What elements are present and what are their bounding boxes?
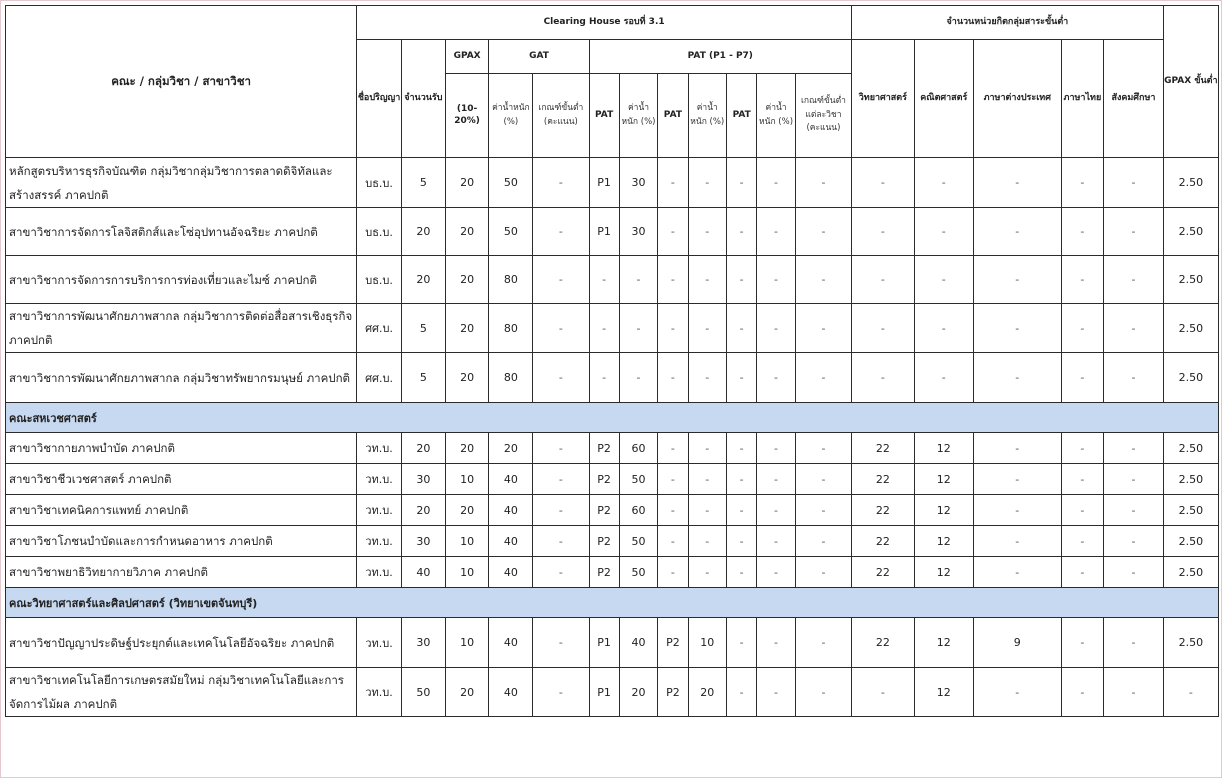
table-cell: 20 <box>445 668 489 717</box>
table-row <box>6 557 1219 588</box>
table-cell: 60 <box>619 433 658 464</box>
table-cell: - <box>914 304 973 353</box>
table-cell: - <box>1104 526 1163 557</box>
table-cell: - <box>658 256 688 304</box>
table-cell: - <box>658 158 688 208</box>
table-cell: 22 <box>852 557 915 588</box>
table-cell: 30 <box>619 158 658 208</box>
table-cell: - <box>795 256 851 304</box>
table-cell: - <box>973 256 1061 304</box>
table-cell: - <box>727 495 757 526</box>
table-cell: - <box>533 526 589 557</box>
table-cell: - <box>795 495 851 526</box>
table-cell: วท.บ. <box>357 495 402 526</box>
table-cell: 20 <box>401 208 445 256</box>
table-cell: - <box>727 433 757 464</box>
table-cell: - <box>1061 668 1104 717</box>
gpax-min-header: GPAX ขั้นต่ำ <box>1163 6 1218 158</box>
table-cell: - <box>688 256 727 304</box>
gat-min-score-header: เกณฑ์ขั้นต่ำ (คะแนน) <box>533 74 589 158</box>
table-cell: - <box>727 158 757 208</box>
table-cell: - <box>795 158 851 208</box>
table-cell: 10 <box>445 618 489 668</box>
table-cell: 2.50 <box>1163 304 1218 353</box>
table-cell: 2.50 <box>1163 353 1218 403</box>
table-cell: - <box>973 495 1061 526</box>
table-cell: - <box>852 208 915 256</box>
table-cell: 5 <box>401 353 445 403</box>
table-cell: 20 <box>445 433 489 464</box>
table-cell: - <box>688 304 727 353</box>
table-cell: วท.บ. <box>357 668 402 717</box>
table-cell: วท.บ. <box>357 618 402 668</box>
faculty-section-name: คณะวิทยาศาสตร์และศิลปศาสตร์ (วิทยาเขตจันทบุรี) <box>6 588 1219 618</box>
pat-2-header: PAT <box>658 74 688 158</box>
table-cell: 40 <box>401 557 445 588</box>
table-cell: วท.บ. <box>357 526 402 557</box>
table-cell: 20 <box>489 433 533 464</box>
table-cell: - <box>852 353 915 403</box>
pat-3-weight-header: ค่าน้ำหนัก (%) <box>757 74 796 158</box>
science-header: วิทยาศาสตร์ <box>852 40 915 158</box>
table-cell: - <box>688 495 727 526</box>
table-cell: 10 <box>445 557 489 588</box>
table-cell: - <box>914 158 973 208</box>
table-cell: - <box>658 353 688 403</box>
table-cell: - <box>589 304 619 353</box>
table-body <box>6 158 1219 717</box>
table-cell: - <box>795 353 851 403</box>
table-cell: 5 <box>401 304 445 353</box>
table-row <box>6 495 1219 526</box>
table-cell: - <box>533 557 589 588</box>
table-row <box>6 158 1219 208</box>
table-cell: - <box>757 304 796 353</box>
table-cell: P2 <box>658 618 688 668</box>
table-cell: 2.50 <box>1163 208 1218 256</box>
table-cell: วท.บ. <box>357 557 402 588</box>
table-cell: - <box>533 433 589 464</box>
table-cell: 20 <box>619 668 658 717</box>
table-cell: - <box>757 353 796 403</box>
table-cell: - <box>658 208 688 256</box>
table-cell: - <box>757 464 796 495</box>
table-cell: - <box>688 353 727 403</box>
table-cell: P2 <box>658 668 688 717</box>
table-cell: - <box>1061 208 1104 256</box>
program-name: สาขาวิชาโภชนบำบัดและการกำหนดอาหาร ภาคปกติ <box>6 526 357 557</box>
table-row <box>6 208 1219 256</box>
table-cell: - <box>727 618 757 668</box>
table-cell: 22 <box>852 495 915 526</box>
foreign-lang-header: ภาษาต่างประเทศ <box>973 40 1061 158</box>
table-cell: - <box>533 495 589 526</box>
table-cell: - <box>658 433 688 464</box>
table-cell: - <box>658 464 688 495</box>
table-cell: - <box>852 668 915 717</box>
table-cell: 30 <box>401 618 445 668</box>
table-cell: P1 <box>589 618 619 668</box>
table-cell: 10 <box>445 464 489 495</box>
table-cell: - <box>1104 433 1163 464</box>
table-cell: - <box>1061 158 1104 208</box>
table-cell: - <box>757 433 796 464</box>
table-cell: - <box>1104 256 1163 304</box>
table-cell: P2 <box>589 433 619 464</box>
table-cell: - <box>533 618 589 668</box>
admission-table <box>5 5 1219 717</box>
table-cell: - <box>795 557 851 588</box>
table-cell: - <box>1163 668 1218 717</box>
table-cell: - <box>1061 304 1104 353</box>
program-name: สาขาวิชาเทคนิคการแพทย์ ภาคปกติ <box>6 495 357 526</box>
table-cell: 12 <box>914 526 973 557</box>
table-cell: 40 <box>489 557 533 588</box>
table-cell: 2.50 <box>1163 256 1218 304</box>
table-cell: - <box>795 668 851 717</box>
pat-2-weight-header: ค่าน้ำหนัก (%) <box>688 74 727 158</box>
table-cell: 20 <box>401 433 445 464</box>
table-cell: 12 <box>914 433 973 464</box>
faculty-section-row <box>6 403 1219 433</box>
table-cell: - <box>1061 256 1104 304</box>
program-name: สาขาวิชาการจัดการโลจิสติกส์และโซ่อุปทานอัจฉริยะ ภาคปกติ <box>6 208 357 256</box>
table-cell: - <box>973 464 1061 495</box>
table-cell: 20 <box>445 256 489 304</box>
table-cell: 80 <box>489 353 533 403</box>
table-cell: - <box>533 256 589 304</box>
table-cell: 30 <box>401 464 445 495</box>
table-cell: - <box>795 433 851 464</box>
faculty-section-row <box>6 588 1219 618</box>
social-header: สังคมศึกษา <box>1104 40 1163 158</box>
table-cell: - <box>533 158 589 208</box>
table-cell: - <box>1061 557 1104 588</box>
table-cell: P1 <box>589 208 619 256</box>
table-cell: - <box>1104 158 1163 208</box>
pat-1-weight-header: ค่าน้ำหนัก (%) <box>619 74 658 158</box>
table-cell: 50 <box>619 557 658 588</box>
table-cell: 22 <box>852 618 915 668</box>
table-cell: 40 <box>489 526 533 557</box>
table-cell: - <box>757 668 796 717</box>
table-cell: 2.50 <box>1163 618 1218 668</box>
min-subject-units-header: จำนวนหน่วยกิตกลุ่มสาระขั้นต่ำ <box>852 6 1164 40</box>
table-cell: 12 <box>914 618 973 668</box>
table-cell: - <box>973 304 1061 353</box>
table-cell: 12 <box>914 557 973 588</box>
table-cell: - <box>727 668 757 717</box>
table-cell: - <box>795 526 851 557</box>
table-cell: P2 <box>589 526 619 557</box>
table-cell: 20 <box>445 495 489 526</box>
table-cell: 60 <box>619 495 658 526</box>
table-cell: - <box>1104 495 1163 526</box>
table-cell: 22 <box>852 433 915 464</box>
table-row <box>6 433 1219 464</box>
table-cell: บธ.บ. <box>357 208 402 256</box>
table-cell: 2.50 <box>1163 557 1218 588</box>
program-name: สาขาวิชาการพัฒนาศักยภาพสากล กลุ่มวิชาทรัพยากรมนุษย์ ภาคปกติ <box>6 353 357 403</box>
table-cell: - <box>658 304 688 353</box>
table-cell: - <box>1061 433 1104 464</box>
table-cell: - <box>852 256 915 304</box>
table-cell: - <box>658 557 688 588</box>
table-cell: - <box>1104 618 1163 668</box>
table-cell: - <box>533 464 589 495</box>
table-cell: 30 <box>401 526 445 557</box>
table-cell: 20 <box>401 256 445 304</box>
table-cell: 10 <box>688 618 727 668</box>
table-cell: - <box>727 557 757 588</box>
table-cell: - <box>795 208 851 256</box>
table-cell: - <box>1061 618 1104 668</box>
table-cell: - <box>757 158 796 208</box>
program-name: สาขาวิชาการจัดการการบริการการท่องเที่ยวและไมซ์ ภาคปกติ <box>6 256 357 304</box>
table-cell: - <box>1104 668 1163 717</box>
table-cell: 80 <box>489 304 533 353</box>
program-name: สาขาวิชากายภาพบำบัด ภาคปกติ <box>6 433 357 464</box>
table-cell: 20 <box>445 304 489 353</box>
table-cell: - <box>727 526 757 557</box>
table-cell: - <box>688 526 727 557</box>
table-cell: - <box>1104 304 1163 353</box>
faculty-column-header: คณะ / กลุ่มวิชา / สาขาวิชา <box>6 6 357 158</box>
table-cell: วท.บ. <box>357 464 402 495</box>
table-cell: 5 <box>401 158 445 208</box>
pat-min-per-subject-header: เกณฑ์ขั้นต่ำแต่ละวิชา (คะแนน) <box>795 74 851 158</box>
table-cell: - <box>914 256 973 304</box>
pat-header: PAT (P1 - P7) <box>589 40 852 74</box>
table-row <box>6 256 1219 304</box>
table-cell: - <box>619 304 658 353</box>
table-cell: - <box>757 526 796 557</box>
seats-header: จำนวนรับ <box>401 40 445 158</box>
table-cell: 2.50 <box>1163 526 1218 557</box>
table-cell: 12 <box>914 495 973 526</box>
table-cell: 20 <box>445 353 489 403</box>
table-cell: 20 <box>445 208 489 256</box>
table-cell: - <box>795 464 851 495</box>
table-cell: 40 <box>619 618 658 668</box>
table-cell: วท.บ. <box>357 433 402 464</box>
table-cell: 20 <box>688 668 727 717</box>
table-cell: - <box>973 526 1061 557</box>
table-cell: 40 <box>489 464 533 495</box>
program-name: สาขาวิชาชีวเวชศาสตร์ ภาคปกติ <box>6 464 357 495</box>
table-cell: - <box>852 158 915 208</box>
table-cell: - <box>973 353 1061 403</box>
table-cell: - <box>973 668 1061 717</box>
table-cell: 20 <box>445 158 489 208</box>
table-cell: - <box>757 208 796 256</box>
table-cell: 12 <box>914 464 973 495</box>
table-cell: P2 <box>589 495 619 526</box>
table-cell: - <box>973 158 1061 208</box>
gat-header: GAT <box>489 40 589 74</box>
table-row <box>6 618 1219 668</box>
table-cell: 80 <box>489 256 533 304</box>
program-name: สาขาวิชาการพัฒนาศักยภาพสากล กลุ่มวิชาการติดต่อสื่อสารเชิงธุรกิจ ภาคปกติ <box>6 304 357 353</box>
table-cell: 9 <box>973 618 1061 668</box>
table-cell: - <box>727 353 757 403</box>
thai-header: ภาษาไทย <box>1061 40 1104 158</box>
table-cell: - <box>914 353 973 403</box>
table-cell: - <box>727 304 757 353</box>
table-cell: 22 <box>852 526 915 557</box>
table-cell: - <box>1104 208 1163 256</box>
table-cell: 12 <box>914 668 973 717</box>
table-cell: P1 <box>589 158 619 208</box>
table-row <box>6 353 1219 403</box>
table-cell: - <box>757 618 796 668</box>
table-cell: - <box>757 495 796 526</box>
table-cell: - <box>589 353 619 403</box>
table-cell: - <box>795 618 851 668</box>
table-cell: ศศ.บ. <box>357 353 402 403</box>
program-name: สาขาวิชาพยาธิวิทยากายวิภาค ภาคปกติ <box>6 557 357 588</box>
table-cell: 50 <box>489 158 533 208</box>
table-cell: ศศ.บ. <box>357 304 402 353</box>
table-cell: - <box>533 353 589 403</box>
table-cell: - <box>1061 495 1104 526</box>
table-cell: - <box>619 256 658 304</box>
table-cell: 2.50 <box>1163 158 1218 208</box>
table-cell: - <box>533 208 589 256</box>
table-cell: 40 <box>489 495 533 526</box>
table-cell: - <box>914 208 973 256</box>
table-cell: - <box>619 353 658 403</box>
table-cell: - <box>1104 464 1163 495</box>
table-cell: - <box>852 304 915 353</box>
table-cell: - <box>688 464 727 495</box>
pat-3-header: PAT <box>727 74 757 158</box>
table-cell: 2.50 <box>1163 495 1218 526</box>
table-cell: - <box>973 208 1061 256</box>
pat-1-header: PAT <box>589 74 619 158</box>
table-cell: 10 <box>445 526 489 557</box>
degree-header: ชื่อปริญญา <box>357 40 402 158</box>
table-cell: - <box>533 304 589 353</box>
table-cell: 22 <box>852 464 915 495</box>
table-cell: 40 <box>489 668 533 717</box>
table-cell: - <box>973 433 1061 464</box>
table-cell: - <box>727 208 757 256</box>
table-cell: 30 <box>619 208 658 256</box>
table-cell: 20 <box>401 495 445 526</box>
table-cell: - <box>1104 353 1163 403</box>
program-name: สาขาวิชาเทคโนโลยีการเกษตรสมัยใหม่ กลุ่มวิชาเทคโนโลยีและการจัดการไม้ผล ภาคปกติ <box>6 668 357 717</box>
table-cell: - <box>688 208 727 256</box>
table-cell: - <box>1104 557 1163 588</box>
table-cell: - <box>658 495 688 526</box>
table-cell: P2 <box>589 557 619 588</box>
table-cell: 50 <box>489 208 533 256</box>
table-cell: - <box>533 668 589 717</box>
gat-weight-header: ค่าน้ำหนัก (%) <box>489 74 533 158</box>
table-row <box>6 464 1219 495</box>
table-cell: - <box>589 256 619 304</box>
table-cell: P1 <box>589 668 619 717</box>
table-cell: - <box>727 256 757 304</box>
math-header: คณิตศาสตร์ <box>914 40 973 158</box>
table-row <box>6 304 1219 353</box>
table-row <box>6 526 1219 557</box>
program-name: หลักสูตรบริหารธุรกิจบัณฑิต กลุ่มวิชากลุ่มวิชาการตลาดดิจิทัลและสร้างสรรค์ ภาคปกติ <box>6 158 357 208</box>
table-cell: - <box>658 526 688 557</box>
clearing-house-header: Clearing House รอบที่ 3.1 <box>357 6 852 40</box>
table-cell: บธ.บ. <box>357 256 402 304</box>
table-cell: 2.50 <box>1163 433 1218 464</box>
table-cell: - <box>1061 464 1104 495</box>
program-name: สาขาวิชาปัญญาประดิษฐ์ประยุกต์และเทคโนโลยีอัจฉริยะ ภาคปกติ <box>6 618 357 668</box>
table-cell: 50 <box>619 464 658 495</box>
table-row <box>6 668 1219 717</box>
table-cell: - <box>688 557 727 588</box>
table-cell: - <box>795 304 851 353</box>
table-cell: 2.50 <box>1163 464 1218 495</box>
table-cell: - <box>1061 353 1104 403</box>
gpax-header: GPAX <box>445 40 489 74</box>
table-cell: - <box>727 464 757 495</box>
table-cell: บธ.บ. <box>357 158 402 208</box>
table-cell: - <box>1061 526 1104 557</box>
table-cell: - <box>688 433 727 464</box>
table-cell: - <box>688 158 727 208</box>
table-cell: 40 <box>489 618 533 668</box>
table-cell: - <box>757 256 796 304</box>
table-cell: - <box>973 557 1061 588</box>
faculty-section-name: คณะสหเวชศาสตร์ <box>6 403 1219 433</box>
table-cell: 50 <box>619 526 658 557</box>
gpax-range-header: (10-20%) <box>445 74 489 158</box>
table-cell: P2 <box>589 464 619 495</box>
table-cell: 50 <box>401 668 445 717</box>
table-cell: - <box>757 557 796 588</box>
